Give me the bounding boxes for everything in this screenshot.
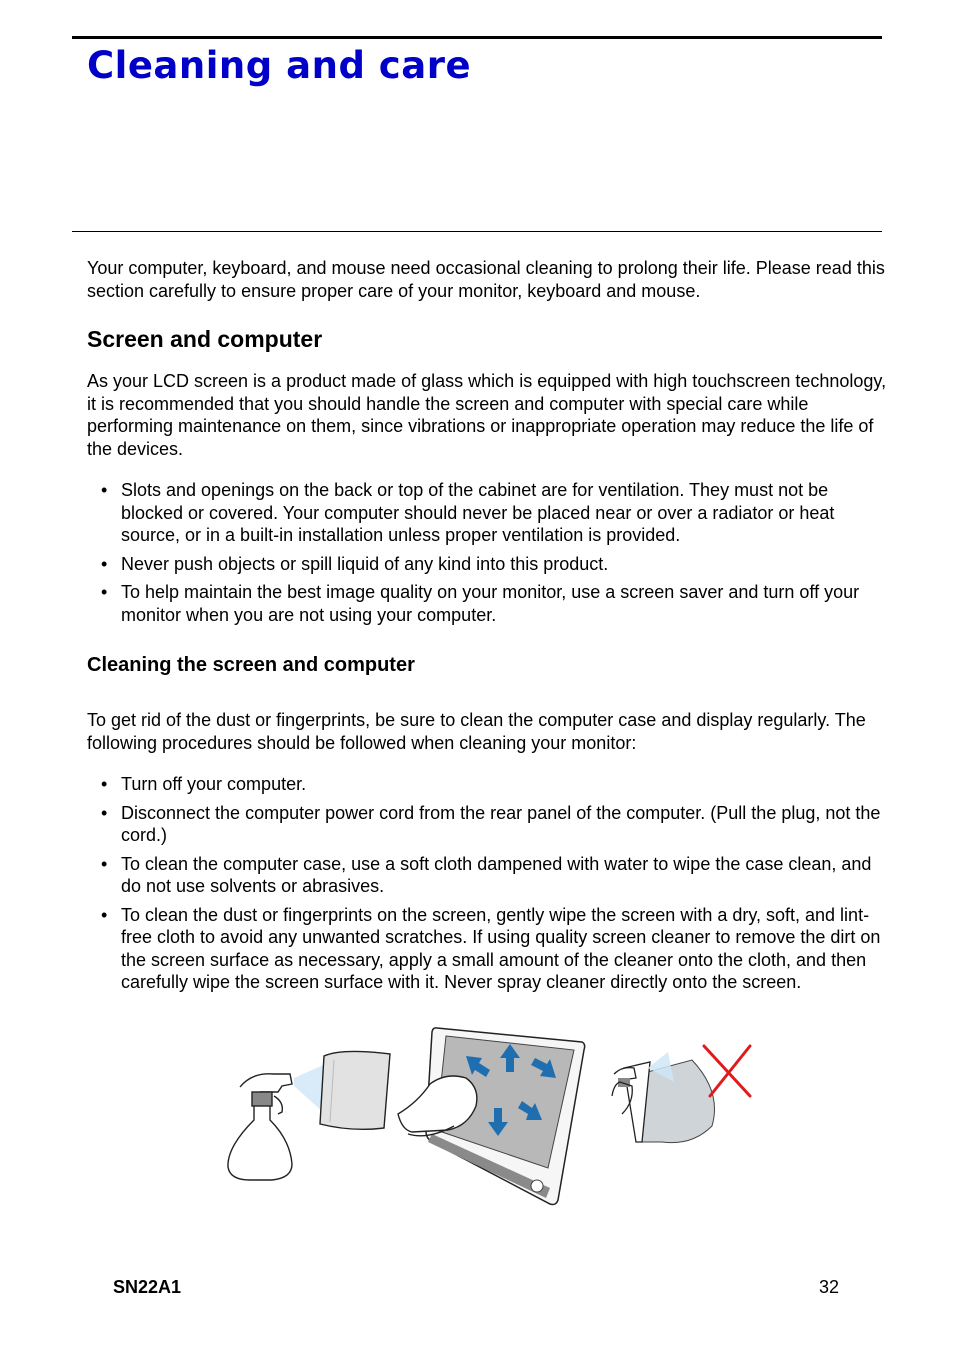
intro-paragraph: Your computer, keyboard, and mouse need occasional cleaning to prolong their life. Please read this section carefully to ensure proper care of your monitor, keyboard and mouse. — [87, 258, 885, 301]
spray-on-screen-icon — [612, 1052, 715, 1143]
section-heading-cleaning: Cleaning the screen and computer — [87, 654, 415, 676]
cloth-icon — [320, 1051, 390, 1129]
list-item: • To help maintain the best image quality on your monitor, use a screen saver and turn off your monitor when you are not using your computer. — [87, 581, 892, 626]
list-item: • Disconnect the computer power cord from the rear panel of the computer. (Pull the plug, not the cord.) — [87, 802, 892, 847]
screen-care-paragraph: As your LCD screen is a product made of glass which is equipped with high touchscreen technology, it is recommended that you should handle the screen and computer with special care while performing maintenance on them, since vibrations or inappropriate operation may reduce the life of the devices. — [87, 371, 887, 459]
ventilation-bullet-list — [87, 479, 892, 632]
list-item: • Slots and openings on the back or top of the cabinet are for ventilation. They must not be blocked or covered. Your computer should never be placed near or over a radiator or heat source, or in a built-in installation unless proper ventilation is provided. — [87, 479, 892, 547]
cleaning-illustration — [222, 1022, 762, 1207]
list-item: • To clean the computer case, use a soft cloth dampened with water to wipe the case clean, and do not use solvents or abrasives. — [87, 853, 892, 898]
cleaning-intro-paragraph: To get rid of the dust or fingerprints, be sure to clean the computer case and display regularly. The following procedures should be followed when cleaning your monitor: — [87, 710, 866, 753]
list-item: • Turn off your computer. — [87, 773, 892, 796]
footer-model-number: SN22A1 — [113, 1277, 182, 1297]
cleaning-steps-list — [87, 773, 892, 1000]
list-item: • Never push objects or spill liquid of any kind into this product. — [87, 553, 892, 576]
section-divider — [72, 231, 882, 232]
page-title: Cleaning and care — [87, 44, 472, 87]
list-item: • To clean the dust or fingerprints on the screen, gently wipe the screen with a dry, soft, and lint-free cloth to avoid any unwanted scratches. If using quality screen cleaner to remove the dirt on the screen surface as necessary, apply a small amount of the cleaner onto the cloth, and then carefully wipe the screen surface with it. Never spray cleaner directly onto the screen. — [87, 904, 892, 994]
footer-page-number: 32 — [819, 1277, 840, 1297]
section-heading-screen-and-computer: Screen and computer — [87, 326, 323, 352]
spray-bottle-icon — [228, 1074, 292, 1180]
top-rule — [72, 36, 882, 39]
